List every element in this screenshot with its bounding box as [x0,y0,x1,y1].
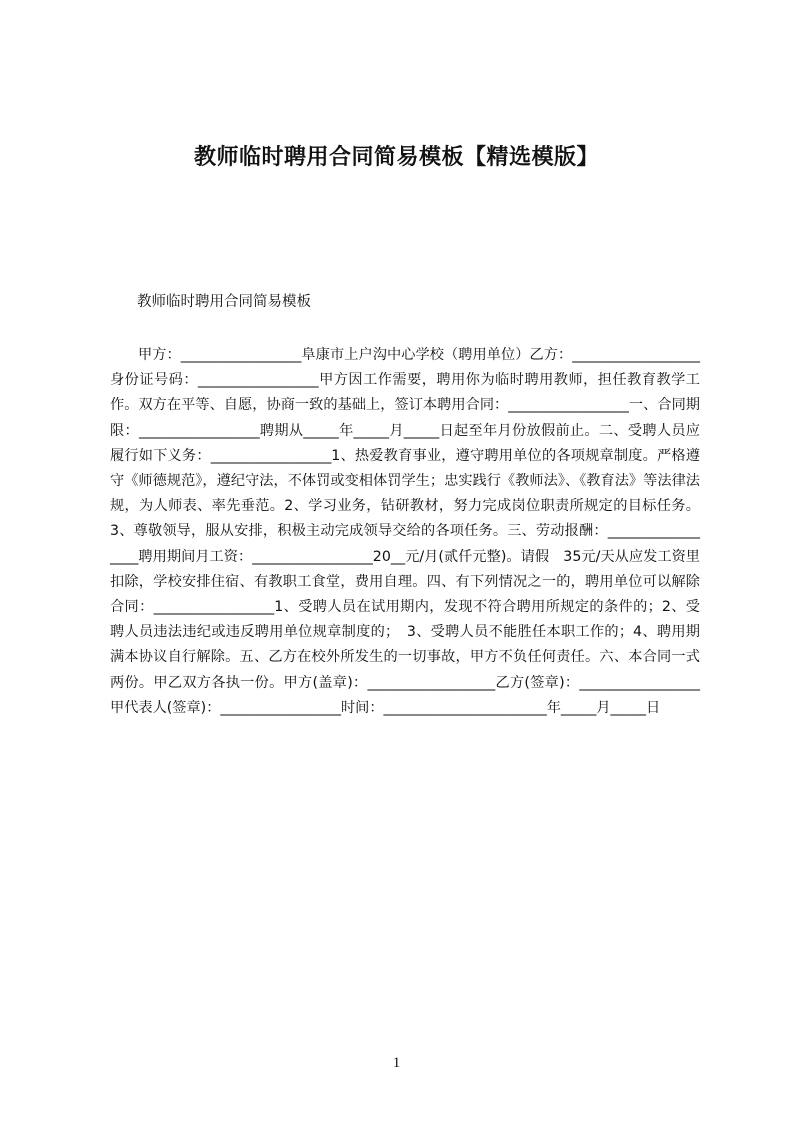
contract-body: 甲方：_________________阜康市上户沟中心学校（聘用单位）乙方：__________________身份证号码：_________________甲方因工作需要，聘用你为临时聘用教师，担任教育教学工作。双方在平等、自愿，协商一致的基础上，签订本聘用合同：_________________一、合同期限：_________________聘期从_____年_____月_____日起至年月份放假前止。二、受聘人员应履行如下义务：_________________1、热爱教育事业，遵守聘用单位的各项规章制度。严格遵守《师德规范》，遵纪守法，不体罚或变相体罚学生；忠实践行《教师法》、《教育法》等法律法规，为人师表、率先垂范。2、学习业务，钻研教材，努力完成岗位职责所规定的目标任务。3、尊敬领导，服从安排，积极主动完成领导交给的各项任务。三、劳动报酬：_________________聘用期间月工资：_________________20__元/月(贰仟元整)。请假 35元/天从应发工资里扣除，学校安排住宿、有教职工食堂，费用自理。四、有下列情况之一的，聘用单位可以解除合同：_________________1、受聘人员在试用期内，发现不符合聘用所规定的条件的；2、受聘人员违法违纪或违反聘用单位规章制度的； 3、受聘人员不能胜任本职工作的；4、聘用期满本协议自行解除。五、乙方在校外所发生的一切事故，甲方不负任何责任。六、本合同一式两份。甲乙双方各执一份。甲方(盖章)：__________________乙方(签章)：_________________甲代表人(签章)：_________________时间：_______________________年_____月_____日 [110,347,700,716]
document-title: 教师临时聘用合同简易模板【精选模版】 [193,145,599,170]
page-number: 1 [392,1055,401,1071]
document-subtitle: 教师临时聘用合同简易模板 [137,294,311,310]
